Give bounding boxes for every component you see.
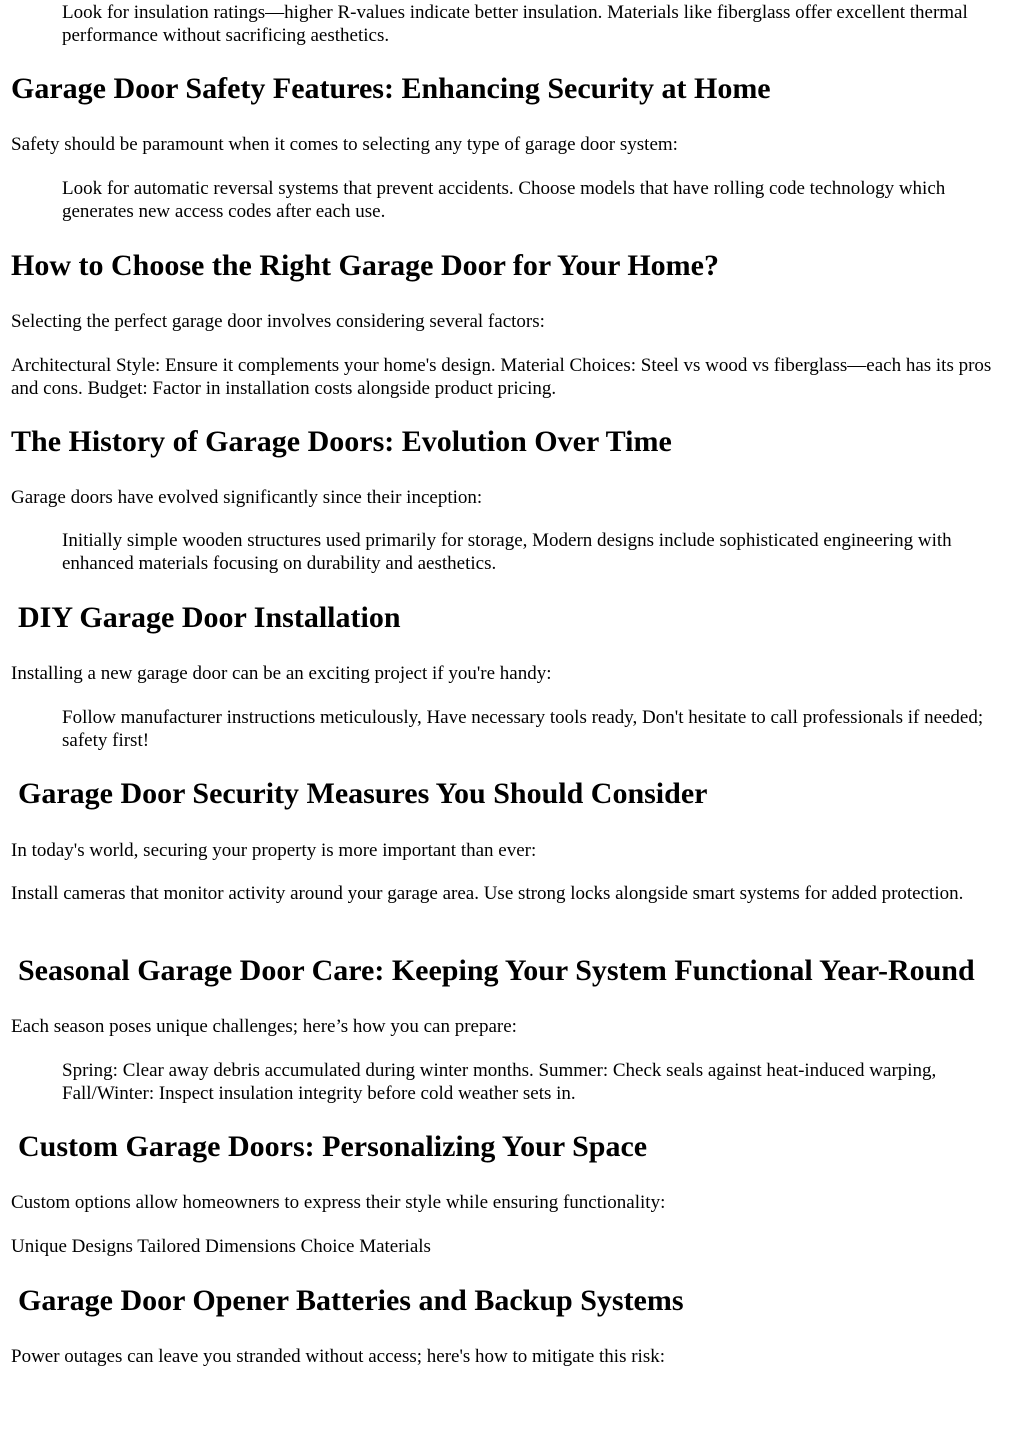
safety-features-quote: Look for automatic reversal systems that prevent accidents. Choose models that have rolling code technology which generates new access codes after each use. bbox=[62, 178, 946, 222]
opener-batteries-intro-paragraph: Power outages can leave you stranded without access; here's how to mitigate this risk: bbox=[11, 1346, 666, 1367]
safety-intro-paragraph: Safety should be paramount when it comes to selecting any type of garage door system: bbox=[11, 134, 678, 155]
security-measures-paragraph: Install cameras that monitor activity around your garage area. Use strong locks alongside smart systems for added protection. bbox=[11, 883, 964, 904]
diy-installation-intro-paragraph: Installing a new garage door can be an exciting project if you're handy: bbox=[11, 663, 552, 684]
choose-door-intro-paragraph: Selecting the perfect garage door involves considering several factors: bbox=[11, 311, 545, 332]
seasonal-care-heading: Seasonal Garage Door Care: Keeping Your System Functional Year-Round bbox=[18, 954, 975, 987]
history-intro-paragraph: Garage doors have evolved significantly since their inception: bbox=[11, 487, 483, 508]
choose-door-factors-paragraph: Architectural Style: Ensure it complements your home's design. Material Choices: Steel vs wood vs fiberglass—each has its pros and cons. Budget: Factor in installation costs alongside product pricing. bbox=[11, 355, 992, 399]
security-measures-intro-paragraph: In today's world, securing your property is more important than ever: bbox=[11, 840, 537, 861]
custom-doors-intro-paragraph: Custom options allow homeowners to express their style while ensuring functionality: bbox=[11, 1192, 666, 1213]
choose-door-heading: How to Choose the Right Garage Door for Your Home? bbox=[11, 249, 719, 282]
seasonal-care-quote: Spring: Clear away debris accumulated during winter months. Summer: Check seals against heat-induced warping, Fall/Winter: Inspect insulation integrity before cold weather sets in. bbox=[62, 1060, 937, 1104]
safety-features-heading: Garage Door Safety Features: Enhancing Security at Home bbox=[11, 72, 771, 105]
insulation-ratings-quote: Look for insulation ratings—higher R-values indicate better insulation. Materials like fiberglass offer excellent thermal performance without sacrificing aesthetics. bbox=[62, 2, 968, 46]
diy-installation-quote: Follow manufacturer instructions meticulously, Have necessary tools ready, Don't hesitate to call professionals if needed; safety first! bbox=[62, 707, 984, 751]
diy-installation-heading: DIY Garage Door Installation bbox=[18, 601, 401, 634]
history-quote: Initially simple wooden structures used primarily for storage, Modern designs include sophisticated engineering with enhanced materials focusing on durability and aesthetics. bbox=[62, 530, 952, 574]
custom-doors-options-paragraph: Unique Designs Tailored Dimensions Choice Materials bbox=[11, 1236, 431, 1257]
seasonal-care-intro-paragraph: Each season poses unique challenges; here’s how you can prepare: bbox=[11, 1016, 517, 1037]
security-measures-heading: Garage Door Security Measures You Should Consider bbox=[18, 777, 708, 810]
opener-batteries-heading: Garage Door Opener Batteries and Backup Systems bbox=[18, 1284, 684, 1317]
history-heading: The History of Garage Doors: Evolution Over Time bbox=[11, 425, 672, 458]
custom-doors-heading: Custom Garage Doors: Personalizing Your Space bbox=[18, 1130, 648, 1163]
